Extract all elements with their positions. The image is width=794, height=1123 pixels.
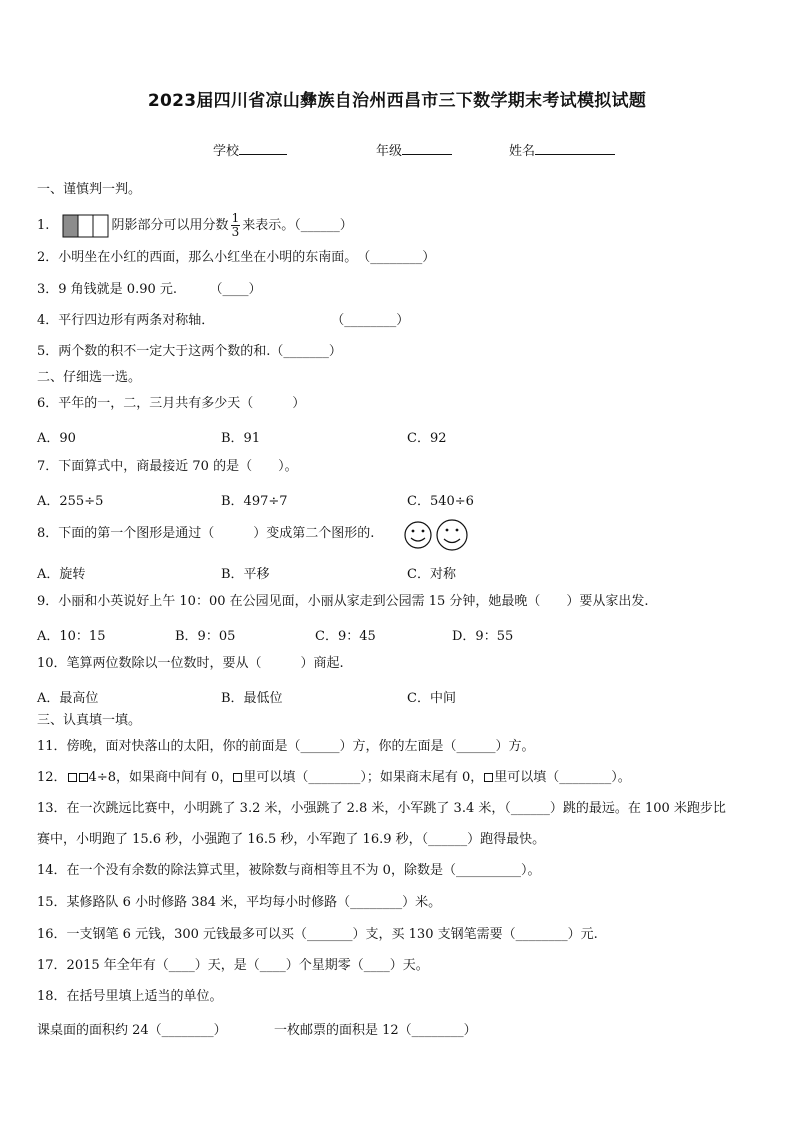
question-10-option-a[interactable]: A．最高位 <box>37 691 99 706</box>
question-10: 10．笔算两位数除以一位数时，要从（ ）商起. <box>37 656 344 671</box>
question-1-number: 1. <box>37 218 50 233</box>
fraction <box>231 212 241 239</box>
smiley-faces-figure <box>403 518 469 552</box>
question-9-option-c[interactable]: C．9：45 <box>315 629 376 644</box>
question-12-expression: 4÷8 <box>88 770 116 785</box>
question-8-option-c[interactable]: C．对称 <box>407 567 456 582</box>
question-6-option-a[interactable]: A．90 <box>37 431 76 446</box>
question-12-text-2: 里可以填（________）；如果商末尾有 0， <box>243 770 484 785</box>
question-9-option-d[interactable]: D．9：55 <box>452 629 514 644</box>
grade-blank[interactable] <box>402 142 452 155</box>
question-9: 9．小丽和小英说好上午 10：00 在公园见面，小丽从家走到公园需 15 分钟，她最晚（ ）要从家出发. <box>37 594 649 609</box>
question-13-line-2: 赛中，小明跑了 15.6 秒，小强跑了 16.5 秒，小军跑了 16.9 秒，（______）跑得最快。 <box>37 832 546 847</box>
blank-square-icon <box>79 773 88 782</box>
question-18-part-a: 课桌面的面积约 24（________） <box>37 1023 227 1038</box>
smiley-face-2 <box>437 520 467 550</box>
question-8-option-a[interactable]: A．旋转 <box>37 567 86 582</box>
question-12-text-3: 里可以填（________）。 <box>494 770 631 785</box>
question-10-option-b[interactable]: B．最低位 <box>221 691 283 706</box>
blank-square-icon <box>233 773 242 782</box>
name-label: 姓名 <box>509 144 536 159</box>
grade-field <box>376 140 452 159</box>
grade-label: 年级 <box>376 144 403 159</box>
school-label: 学校 <box>213 144 240 159</box>
question-9-option-b[interactable]: B．9：05 <box>175 629 236 644</box>
school-blank[interactable] <box>239 142 287 155</box>
question-12-text-1: ，如果商中间有 0， <box>115 770 233 785</box>
question-6-option-c[interactable]: C．92 <box>407 431 447 446</box>
question-7-option-b[interactable]: B．497÷7 <box>221 494 288 509</box>
question-6-option-b[interactable]: B．91 <box>221 431 261 446</box>
question-17: 17．2015 年全年有（____）天，是（____）个星期零（____）天。 <box>37 958 429 973</box>
question-12 <box>37 770 631 786</box>
question-1-text-before: 阴影部分可以用分数 <box>111 218 229 233</box>
shaded-rectangles-figure <box>62 214 110 238</box>
section-2-heading: 二、仔细选一选。 <box>37 370 142 385</box>
smiley-face-1 <box>405 522 431 548</box>
question-16: 16．一支钢笔 6 元钱，300 元钱最多可以买（_______）支，买 130 支钢笔需要（________）元. <box>37 927 598 942</box>
page-title: 2023届四川省凉山彝族自治州西昌市三下数学期末考试模拟试题 <box>147 91 647 111</box>
question-18-part-b: 一枚邮票的面积是 12（________） <box>274 1023 477 1038</box>
question-6: 6．平年的一，二，三月共有多少天（ ） <box>37 396 306 411</box>
question-15: 15．某修路队 6 小时修路 384 米，平均每小时修路（________）米。 <box>37 895 442 910</box>
section-3-heading: 三、认真填一填。 <box>37 713 142 728</box>
question-4: 4．平行四边形有两条对称轴． （________） <box>37 313 410 328</box>
question-9-option-a[interactable]: A．10：15 <box>37 629 106 644</box>
question-1-text-after: 来表示。（______） <box>242 218 353 233</box>
question-5: 5．两个数的积不一定大于这两个数的和.（_______） <box>37 344 342 359</box>
question-10-option-c[interactable]: C．中间 <box>407 691 456 706</box>
section-1-heading: 一、谨慎判一判。 <box>37 182 142 197</box>
blank-square-icon <box>68 773 77 782</box>
name-blank[interactable] <box>535 142 615 155</box>
question-13-line-1: 13．在一次跳远比赛中，小明跳了 3.2 米，小强跳了 2.8 米，小军跳了 3.4 米，（______）跳的最远。在 100 米跑步比 <box>37 801 726 816</box>
question-11: 11．傍晚，面对快落山的太阳，你的前面是（______）方，你的左面是（______）方。 <box>37 739 535 754</box>
question-12-number: 12． <box>37 770 67 785</box>
school-field <box>213 140 287 159</box>
question-8: 8．下面的第一个图形是通过（ ）变成第二个图形的. <box>37 526 375 541</box>
fraction-denominator: 3 <box>231 225 240 239</box>
question-7-option-a[interactable]: A．255÷5 <box>37 494 104 509</box>
question-7: 7．下面算式中，商最接近 70 的是（ ）。 <box>37 459 298 474</box>
question-8-option-b[interactable]: B．平移 <box>221 567 270 582</box>
question-18: 18．在括号里填上适当的单位。 <box>37 989 223 1004</box>
name-field <box>509 140 615 159</box>
question-14: 14．在一个没有余数的除法算式里，被除数与商相等且不为 0，除数是（__________）。 <box>37 863 541 878</box>
blank-square-icon <box>484 773 493 782</box>
question-7-option-c[interactable]: C．540÷6 <box>407 494 474 509</box>
question-1 <box>37 212 353 239</box>
question-2: 2．小明坐在小红的西面，那么小红坐在小明的东南面。 （________） <box>37 250 436 265</box>
fraction-numerator: 1 <box>231 211 240 225</box>
question-3: 3．9 角钱就是 0.90 元. （____） <box>37 282 262 297</box>
